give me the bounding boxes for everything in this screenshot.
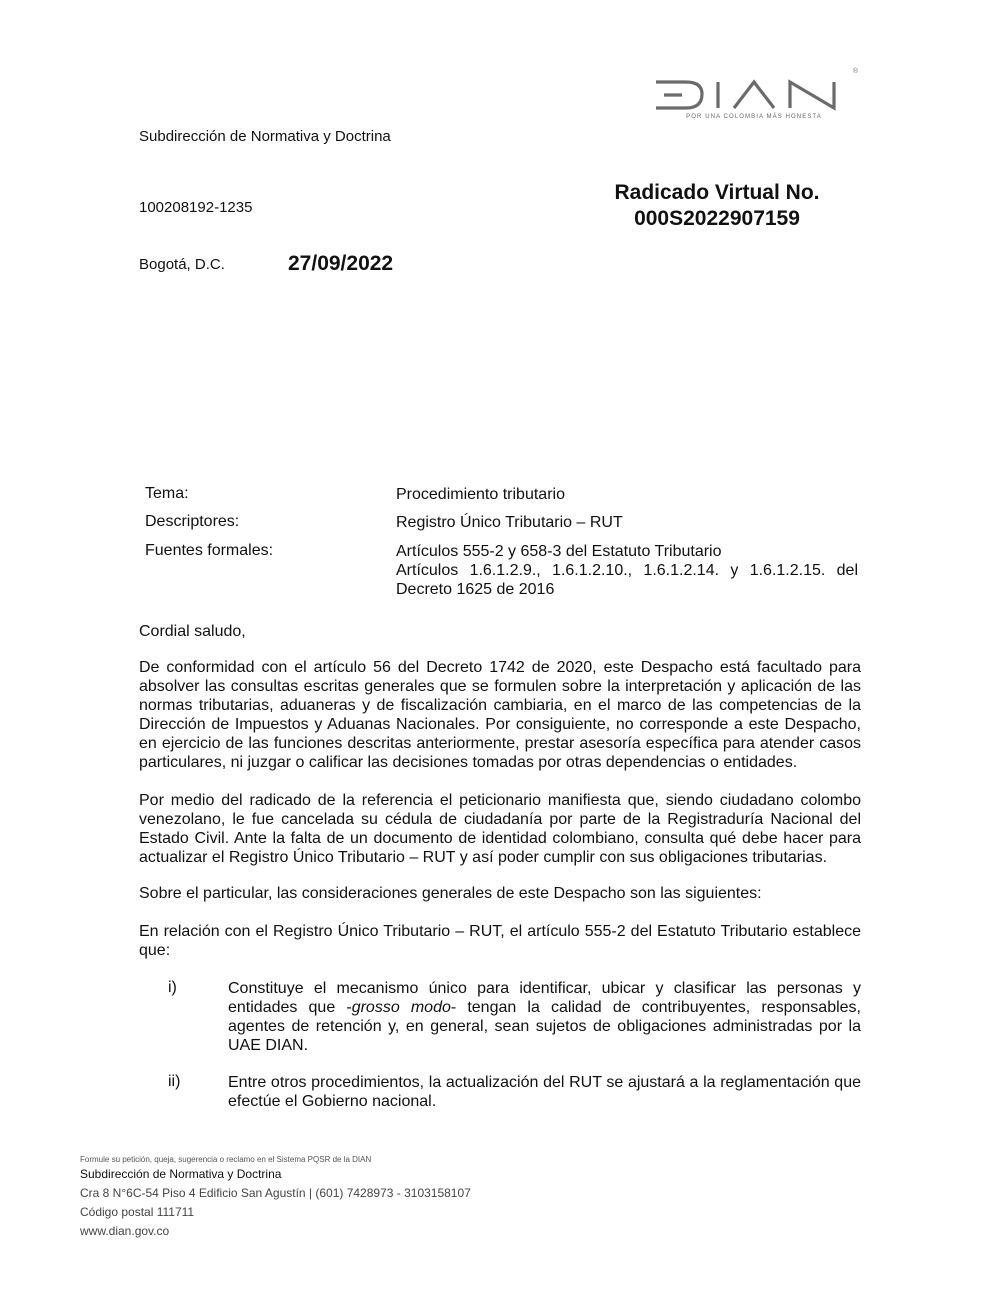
paragraph-3: Sobre el particular, las consideraciones generales de este Despacho son las siguientes: (139, 885, 762, 902)
list-item-1-number: i) (168, 979, 177, 996)
list-item-2-text: Entre otros procedimientos, la actualización del RUT se ajustará a la reglamentación que efectúe el Gobierno nacional. (228, 1074, 861, 1110)
tema-label: Tema: (145, 485, 189, 502)
footer-postal: Código postal 111711 (80, 1205, 195, 1219)
document-date: 27/09/2022 (288, 252, 394, 275)
list-item-1-text-part: - tengan la calidad de contribuyentes, responsables, agentes de retención y, en general, sean sujetos de obligaciones administradas por la UAE DIAN. (228, 999, 862, 1054)
dian-logo-mark (652, 70, 858, 114)
footer-office: Subdirección de Normativa y Doctrina (80, 1167, 282, 1181)
reference-number: 100208192-1235 (139, 199, 253, 216)
paragraph-4: En relación con el Registro Único Tributario – RUT, el artículo 555-2 del Estatuto Tributario establece que: (139, 923, 861, 959)
list-item-1-italic: grosso modo (351, 999, 451, 1016)
registered-mark: ® (852, 68, 858, 75)
list-item-1-text (228, 979, 861, 1055)
dian-logo (652, 70, 858, 126)
fuentes-line-2: Artículos 1.6.1.2.9., 1.6.1.2.10., 1.6.1.2.14. y 1.6.1.2.15. del (396, 562, 858, 579)
radicado-label: Radicado Virtual No. (614, 181, 820, 204)
descriptores-label: Descriptores: (145, 513, 240, 530)
paragraph-1: De conformidad con el artículo 56 del Decreto 1742 de 2020, este Despacho está facultado para absolver las consultas escritas generales que se formulen sobre la interpretación y aplicación de las normas tributarias, aduaneras y de fiscalización cambiaria, en el marco de las competencias de la Dirección de Impuestos y Aduanas Nacionales. Por consiguiente, no corresponde a este Despacho, en ejercicio de las funciones descritas anteriormente, prestar asesoría específica para atender casos particulares, ni juzgar o calificar las decisiones tomadas por otras dependencias o entidades. (139, 659, 861, 771)
greeting: Cordial saludo, (139, 623, 246, 640)
fuentes-line-1: Artículos 555-2 y 658-3 del Estatuto Tributario (396, 543, 722, 560)
office-name: Subdirección de Normativa y Doctrina (139, 128, 391, 145)
list-item-2-number: ii) (168, 1073, 181, 1090)
footer-website[interactable]: www.dian.gov.co (80, 1224, 170, 1238)
tema-value: Procedimiento tributario (396, 486, 565, 503)
footer-address: Cra 8 N°6C-54 Piso 4 Edificio San Agustín | (601) 7428973 - 3103158107 (80, 1186, 471, 1200)
radicado-number: 000S2022907159 (634, 207, 800, 230)
fuentes-line-3: Decreto 1625 de 2016 (396, 581, 555, 598)
city: Bogotá, D.C. (139, 256, 225, 273)
logo-tagline: POR UNA COLOMBIA MÁS HONESTA (686, 114, 822, 120)
footer-notice: Formule su petición, queja, sugerencia o reclamo en el Sistema PQSR de la DIAN (80, 1155, 372, 1164)
radicado-block (572, 180, 862, 232)
list-item-1-text-part: Constituye el mecanismo único para identificar, ubicar y clasificar las personas y entidades que - (228, 980, 861, 1016)
descriptores-value: Registro Único Tributario – RUT (396, 514, 623, 531)
paragraph-2: Por medio del radicado de la referencia el peticionario manifiesta que, siendo ciudadano colombo venezolano, le fue cancelada su cédula de ciudadanía por parte de la Registraduría Nacional del Estado Civil. Ante la falta de un documento de identidad colombiano, consulta qué debe hacer para actualizar el Registro Único Tributario – RUT y así poder cumplir con sus obligaciones tributarias. (139, 792, 861, 866)
fuentes-value (396, 542, 858, 599)
fuentes-label: Fuentes formales: (145, 542, 274, 559)
